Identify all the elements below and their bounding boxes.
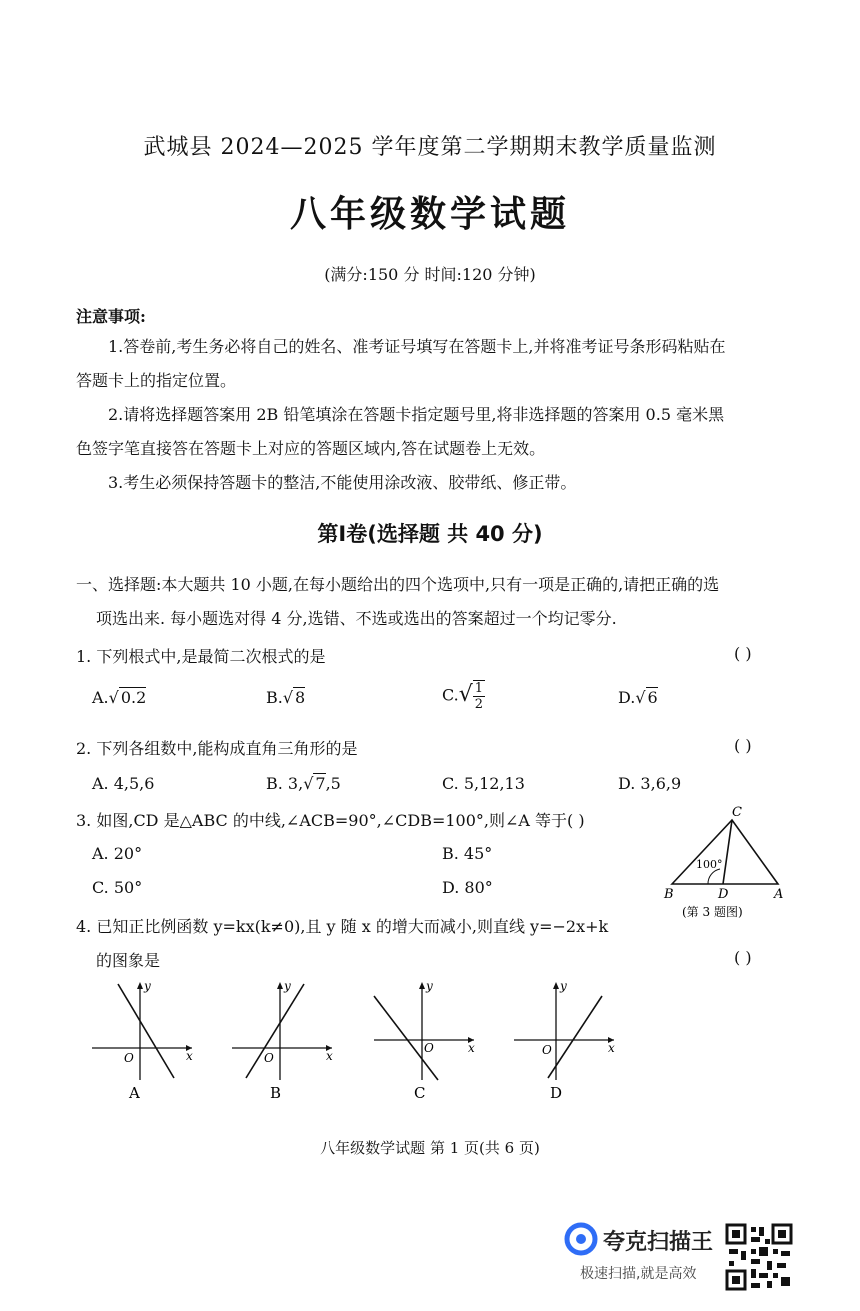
vertex-label-c: C xyxy=(732,806,742,820)
question-1-option-c: C.√ $\frac{1}{2}$ xyxy=(442,681,484,712)
angle-label: 100° xyxy=(696,858,723,871)
notice-item-2: 2.请将选择题答案用 2B 铅笔填涂在答题卡指定题号里,将非选择题的答案用 0.5 毫米黑 xyxy=(108,405,725,424)
y-arrow xyxy=(277,982,283,989)
y-arrow xyxy=(419,982,425,989)
page-footer: 八年级数学试题 第 1 页(共 6 页) xyxy=(320,1139,540,1157)
question-4-answer-paren: ( ) xyxy=(734,948,752,967)
angle-arc xyxy=(708,869,720,884)
graph-option-d xyxy=(510,978,620,1103)
vertex-label-d: D xyxy=(718,887,729,902)
question-2-option-b: B. 3,√ 7,5 xyxy=(266,774,341,793)
qr-code-icon xyxy=(725,1223,793,1291)
question-2-option-d: D. 3,6,9 xyxy=(618,774,682,793)
question-3-option-c: C. 50° xyxy=(92,878,143,897)
question-3-option-a: A. 20° xyxy=(92,844,143,863)
graph-label: B xyxy=(270,1084,282,1102)
origin-label: O xyxy=(542,1043,552,1057)
scanner-app-name: 夸克扫描王 xyxy=(603,1230,714,1255)
y-arrow xyxy=(553,982,559,989)
axis-label-x: x xyxy=(608,1041,615,1055)
origin-label: O xyxy=(124,1051,134,1065)
notice-item-1-cont: 答题卡上的指定位置。 xyxy=(76,371,237,390)
question-2-answer-paren: ( ) xyxy=(734,736,752,755)
median-cd xyxy=(723,820,732,884)
question-3-stem: 3. 如图,CD 是△ABC 的中线,∠ACB=90°,∠CDB=100°,则∠A 等于( ) xyxy=(76,811,585,830)
notice-heading: 注意事项: xyxy=(76,307,146,326)
notice-item-3: 3.考生必须保持答题卡的整洁,不能使用涂改液、胶带纸、修正带。 xyxy=(108,473,577,492)
page-title: 八年级数学试题 xyxy=(289,194,570,235)
origin-label: O xyxy=(424,1041,434,1055)
question-2-stem: 2. 下列各组数中,能构成直角三角形的是 xyxy=(76,739,358,758)
axis-label-y: y xyxy=(560,979,567,993)
axis-label-y: y xyxy=(284,979,291,993)
question-1-option-b: B.√ 8 xyxy=(266,688,306,707)
axis-label-y: y xyxy=(144,979,151,993)
section-instruction: 一、选择题:本大题共 10 小题,在每小题给出的四个选项中,只有一项是正确的,请把正确的选 xyxy=(76,575,720,594)
notice-item-1: 1.答卷前,考生务必将自己的姓名、准考证号填写在答题卡上,并将准考证号条形码粘贴在 xyxy=(108,337,726,356)
question-1-answer-paren: ( ) xyxy=(734,644,752,663)
graph-option-b xyxy=(228,978,338,1103)
question-3-triangle-figure xyxy=(660,806,790,922)
graph-option-c xyxy=(370,978,480,1103)
question-3-option-b: B. 45° xyxy=(442,844,493,863)
axis-label-x: x xyxy=(468,1041,475,1055)
exam-header: 武城县 2024—2025 学年度第二学期期末教学质量监测 xyxy=(143,135,717,160)
section-instruction-cont: 项选出来. 每小题选对得 4 分,选错、不选或选出的答案超过一个均记零分. xyxy=(96,609,617,628)
quark-scanner-logo-icon xyxy=(564,1222,598,1256)
question-4-stem-cont: 的图象是 xyxy=(96,951,161,970)
vertex-label-b: B xyxy=(664,887,674,902)
graph-label: D xyxy=(550,1084,563,1102)
graph-label: A xyxy=(129,1084,140,1102)
question-1-stem: 1. 下列根式中,是最简二次根式的是 xyxy=(76,647,326,666)
graph-option-a xyxy=(88,978,198,1103)
graph-label: C xyxy=(414,1084,426,1102)
figure-caption: (第 3 题图) xyxy=(682,905,743,919)
question-2-option-a: A. 4,5,6 xyxy=(92,774,155,793)
question-3-option-d: D. 80° xyxy=(442,878,493,897)
graph-line xyxy=(246,984,304,1078)
question-1-option-a: A.√ 0.2 xyxy=(92,688,147,707)
axis-label-x: x xyxy=(186,1049,193,1063)
graph-line xyxy=(374,996,438,1080)
origin-label: O xyxy=(264,1051,274,1065)
exam-meta: (满分:150 分 时间:120 分钟) xyxy=(324,265,536,284)
y-arrow xyxy=(137,982,143,989)
section-title: 第Ⅰ卷(选择题 共 40 分) xyxy=(317,522,543,546)
scanner-slogan: 极速扫描,就是高效 xyxy=(580,1266,697,1282)
question-1-option-d: D.√ 6 xyxy=(618,688,658,707)
vertex-label-a: A xyxy=(774,887,784,902)
axis-label-y: y xyxy=(426,979,433,993)
question-2-option-c: C. 5,12,13 xyxy=(442,774,525,793)
notice-item-2-cont: 色签字笔直接答在答题卡上对应的答题区域内,答在试题卷上无效。 xyxy=(76,439,546,458)
axis-label-x: x xyxy=(326,1049,333,1063)
question-4-stem: 4. 已知正比例函数 y=kx(k≠0),且 y 随 x 的增大而减小,则直线 y=−2x+k xyxy=(76,917,609,936)
